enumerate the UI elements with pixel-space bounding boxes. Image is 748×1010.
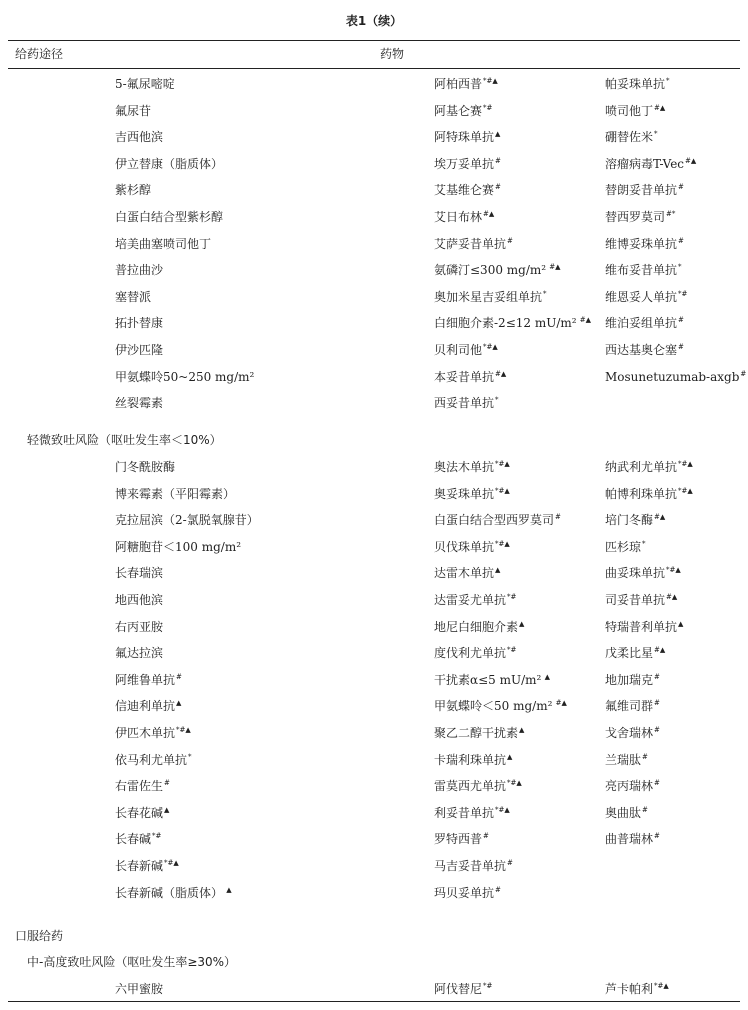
drug-name: 阿特珠单抗 <box>434 130 495 145</box>
drug-footnote-marker: * <box>666 77 670 85</box>
table-cell-c1 <box>115 156 224 172</box>
table-cell-c3 <box>605 539 646 555</box>
table-cell-c1 <box>115 592 164 608</box>
table-cell-c2 <box>434 236 513 252</box>
drug-name: 甲氨蝶呤＜50 mg/m² <box>434 699 553 714</box>
table-row <box>0 725 748 751</box>
table-cell-c3 <box>605 778 660 794</box>
drug-footnote-marker: *#▲ <box>483 343 498 351</box>
drug-footnote-marker: # <box>507 859 513 867</box>
table-cell-c3 <box>605 209 675 225</box>
table-cell-c2 <box>434 725 524 741</box>
drug-name: 丝裂霉素 <box>115 396 164 411</box>
drug-footnote-marker: ▲ <box>519 726 525 734</box>
drug-footnote-marker: *#▲ <box>507 779 522 788</box>
table-cell-c1 <box>115 645 164 661</box>
drug-footnote-marker: # <box>740 369 747 378</box>
table-row <box>0 672 748 698</box>
table-cell-c3 <box>605 619 683 635</box>
section-oral-mod-high-risk: 中-高度致吐风险（呕吐发生率≥30%） <box>27 955 237 969</box>
drug-name: 艾基维仑赛 <box>434 183 495 198</box>
table-cell-c1 <box>115 858 179 874</box>
drug-footnote-marker: *#▲ <box>678 486 693 495</box>
table-row <box>0 539 748 565</box>
section-minimal-risk: 轻微致吐风险（呕吐发生率＜10%） <box>27 433 222 447</box>
drug-footnote-marker: *#▲ <box>483 77 498 85</box>
drug-name: 甲氨蝶呤50~250 mg/m² <box>115 369 255 384</box>
table-cell-c3 <box>605 459 693 475</box>
table-cell-c1 <box>115 885 232 901</box>
table-cell-c1 <box>115 289 152 305</box>
drug-name: 紫杉醇 <box>115 183 152 198</box>
drug-footnote-marker: #▲ <box>654 103 666 112</box>
table-cell-c1 <box>115 805 169 821</box>
drug-name: 长春新碱（脂质体） <box>115 885 224 900</box>
table-cell-c1 <box>115 619 164 635</box>
table-cell-c2 <box>434 858 513 874</box>
table-cell-c3 <box>605 672 660 688</box>
drug-name: 本妥昔单抗 <box>434 369 495 384</box>
table-cell-c2 <box>434 565 500 581</box>
table-row <box>0 619 748 645</box>
drug-name: 右雷佐生 <box>115 779 164 794</box>
drug-name: 长春碱 <box>115 832 152 847</box>
drug-name: 卡瑞利珠单抗 <box>434 752 507 767</box>
table-cell-c1 <box>115 752 192 768</box>
drug-name: 聚乙二醇干扰素 <box>434 726 519 740</box>
table-row <box>0 981 748 1007</box>
drug-footnote-marker: # <box>642 752 648 761</box>
table-cell-c3 <box>605 395 606 411</box>
table-cell-c3 <box>605 129 658 145</box>
drug-name: 拓扑替康 <box>115 316 164 331</box>
table-cell-c1 <box>115 262 164 278</box>
drug-footnote-marker: #▲ <box>483 210 495 218</box>
drug-name: 司妥昔单抗 <box>605 593 666 607</box>
drug-name: 阿伐替尼 <box>434 982 483 996</box>
table-cell-c2 <box>434 752 512 768</box>
drug-name: 芦卡帕利 <box>605 982 654 996</box>
drug-name: 阿基仑赛 <box>434 103 483 118</box>
table-cell-c1 <box>115 103 152 119</box>
drug-name: 贝利司他 <box>434 343 483 357</box>
table-row <box>0 459 748 485</box>
table-cell-c2 <box>434 459 510 475</box>
drug-name: 阿糖胞苷＜100 mg/m² <box>115 539 242 554</box>
drug-name: 维博妥珠单抗 <box>605 236 678 251</box>
drug-name: 地尼白细胞介素 <box>434 619 519 634</box>
table-cell-c3 <box>605 156 696 172</box>
drug-name: 培门冬酶 <box>605 513 654 528</box>
table-cell-c2 <box>434 262 561 278</box>
table-cell-c2 <box>434 619 524 635</box>
drug-footnote-marker: * <box>188 752 192 761</box>
table-row <box>0 76 748 102</box>
drug-footnote-marker: *#▲ <box>495 539 510 548</box>
drug-footnote-marker: # <box>678 236 684 245</box>
drug-footnote-marker: * <box>495 396 499 405</box>
table-cell-c2 <box>434 592 516 608</box>
table-cell-c2 <box>434 486 510 502</box>
drug-footnote-marker: #▲ <box>685 156 697 165</box>
drug-footnote-marker: *# <box>507 593 517 601</box>
drug-name: 地西他滨 <box>115 593 164 607</box>
table-cell-c1 <box>115 981 164 997</box>
drug-footnote-marker: #▲ <box>666 593 678 601</box>
drug-footnote-marker: ▲ <box>224 885 232 894</box>
table-row <box>0 592 748 618</box>
drug-footnote-marker: # <box>176 672 182 681</box>
table-header-rule <box>8 68 740 69</box>
drug-footnote-marker: ▲ <box>164 805 170 814</box>
table-cell-c2 <box>434 981 492 997</box>
table-row <box>0 778 748 804</box>
table-cell-c1 <box>115 209 224 225</box>
table-row <box>0 512 748 538</box>
drug-footnote-marker: # <box>654 832 660 841</box>
drug-name: 艾日布林 <box>434 210 483 224</box>
drug-footnote-marker: *# <box>483 982 493 990</box>
table-row <box>0 486 748 512</box>
drug-name: 替朗妥昔单抗 <box>605 183 678 198</box>
drug-name: 雷莫西尤单抗 <box>434 779 507 794</box>
drug-footnote-marker: # <box>507 236 513 245</box>
drug-name: 维布妥昔单抗 <box>605 263 678 278</box>
drug-footnote-marker: # <box>495 156 501 165</box>
drug-name: 帕妥珠单抗 <box>605 77 666 91</box>
drug-name: 干扰素α≤5 mU/m² <box>434 672 542 687</box>
drug-footnote-marker: # <box>495 183 501 192</box>
drug-footnote-marker: #▲ <box>654 646 666 655</box>
table-cell-c1 <box>115 342 164 358</box>
table-cell-c1 <box>115 672 182 688</box>
drug-footnote-marker: # <box>654 726 660 734</box>
table-cell-c2 <box>434 156 501 172</box>
table-cell-c1 <box>115 129 164 145</box>
drug-footnote-marker: # <box>678 316 684 325</box>
table-cell-c3 <box>605 512 665 528</box>
drug-name: 奥曲肽 <box>605 805 642 820</box>
drug-name: 戈舍瑞林 <box>605 726 654 740</box>
table-cell-c3 <box>605 565 681 581</box>
table-cell-c1 <box>115 486 236 502</box>
table-cell-c2 <box>434 129 500 145</box>
drug-name: 硼替佐米 <box>605 130 654 145</box>
drug-footnote-marker: *# <box>507 646 517 655</box>
drug-name: 阿维鲁单抗 <box>115 672 176 687</box>
drug-footnote-marker: # <box>555 513 561 522</box>
drug-name: 门冬酰胺酶 <box>115 460 176 474</box>
drug-footnote-marker: #▲ <box>495 369 507 378</box>
drug-footnote-marker: # <box>495 885 501 894</box>
table-row <box>0 565 748 591</box>
drug-name: 马吉妥昔单抗 <box>434 859 507 873</box>
drug-name: 地加瑞克 <box>605 672 654 687</box>
table-row <box>0 262 748 288</box>
table-row <box>0 236 748 262</box>
table-bottom-rule <box>8 1001 740 1002</box>
table-row <box>0 209 748 235</box>
table-cell-c2 <box>434 778 522 794</box>
table-row <box>0 645 748 671</box>
table-cell-c3 <box>605 858 606 874</box>
table-cell-c3 <box>605 981 669 997</box>
header-drug: 药物 <box>380 47 405 61</box>
table-cell-c1 <box>115 369 255 385</box>
drug-footnote-marker: *#▲ <box>164 859 179 867</box>
drug-footnote-marker: # <box>654 672 660 681</box>
drug-name: 喷司他丁 <box>605 103 654 118</box>
drug-footnote-marker: *#▲ <box>654 982 669 990</box>
drug-footnote-marker: * <box>642 539 646 548</box>
table-row <box>0 156 748 182</box>
drug-footnote-marker: ▲ <box>495 130 501 139</box>
drug-footnote-marker: # <box>678 343 684 351</box>
drug-name: 亮丙瑞林 <box>605 779 654 794</box>
table-row <box>0 698 748 724</box>
table-row <box>0 752 748 778</box>
table-cell-c1 <box>115 565 164 581</box>
drug-name: 白细胞介素-2≤12 mU/m² <box>434 316 577 331</box>
table-cell-c2 <box>434 885 501 901</box>
table-cell-c1 <box>115 831 161 847</box>
drug-footnote-marker: *# <box>678 289 688 298</box>
table-cell-c2 <box>434 395 499 411</box>
table-row <box>0 129 748 155</box>
table-cell-c3 <box>605 831 660 847</box>
drug-footnote-marker: *#▲ <box>495 486 510 495</box>
drug-name: 特瑞普利单抗 <box>605 619 678 634</box>
drug-footnote-marker: #▲ <box>553 699 567 708</box>
drug-footnote-marker: # <box>654 779 660 788</box>
drug-name: 氟尿苷 <box>115 103 152 118</box>
drug-name: 维恩妥人单抗 <box>605 289 678 304</box>
drug-name: 兰瑞肽 <box>605 752 642 767</box>
table-row <box>0 342 748 368</box>
drug-name: 达雷妥尤单抗 <box>434 593 507 607</box>
drug-footnote-marker: # <box>642 805 648 814</box>
drug-name: 伊立替康（脂质体） <box>115 156 224 171</box>
table-row <box>0 103 748 129</box>
drug-name: 信迪利单抗 <box>115 699 176 714</box>
drug-name: 氟维司群 <box>605 699 654 714</box>
table-cell-c1 <box>115 395 164 411</box>
drug-name: 右丙亚胺 <box>115 619 164 634</box>
drug-footnote-marker: *#▲ <box>176 726 191 734</box>
table-cell-c3 <box>605 645 665 661</box>
drug-name: 奥妥珠单抗 <box>434 486 495 501</box>
table-title: 表1（续） <box>345 14 403 28</box>
drug-name: 艾萨妥昔单抗 <box>434 236 507 251</box>
drug-name: 长春花碱 <box>115 805 164 820</box>
drug-footnote-marker: ▲ <box>507 752 513 761</box>
table-cell-c1 <box>115 512 260 528</box>
header-route: 给药途径 <box>15 47 64 61</box>
table-cell-c3 <box>605 725 660 741</box>
drug-name: 阿柏西普 <box>434 77 483 91</box>
drug-footnote-marker: ▲ <box>519 619 525 628</box>
drug-name: 达雷木单抗 <box>434 566 495 581</box>
table-cell-c2 <box>434 672 550 688</box>
drug-name: 普拉曲沙 <box>115 263 164 278</box>
drug-name: 曲普瑞林 <box>605 832 654 847</box>
drug-name: 长春新碱 <box>115 859 164 873</box>
drug-name: 戊柔比星 <box>605 646 654 661</box>
table-cell-c1 <box>115 698 181 714</box>
table-cell-c2 <box>434 831 489 847</box>
drug-name: 罗特西普 <box>434 832 483 847</box>
table-header <box>0 45 748 63</box>
table-cell-c2 <box>434 315 591 331</box>
table-cell-c1 <box>115 725 191 741</box>
table-row <box>0 805 748 831</box>
table-row <box>0 182 748 208</box>
table-cell-c3 <box>605 236 684 252</box>
drug-footnote-marker: ▲ <box>495 566 501 575</box>
table-cell-c2 <box>434 698 567 714</box>
table-cell-c1 <box>115 539 242 555</box>
drug-footnote-marker: *#▲ <box>495 460 510 468</box>
drug-name: 氟达拉滨 <box>115 646 164 661</box>
drug-name: 帕博利珠单抗 <box>605 486 678 501</box>
drug-footnote-marker: # <box>678 183 684 192</box>
table-cell-c2 <box>434 645 516 661</box>
drug-name: 伊匹木单抗 <box>115 726 176 740</box>
table-cell-c2 <box>434 342 498 358</box>
table-row <box>0 395 748 421</box>
drug-footnote-marker: * <box>654 130 658 139</box>
drug-footnote-marker: *# <box>152 832 162 841</box>
drug-name: 纳武利尤单抗 <box>605 460 678 474</box>
drug-name: 奥法木单抗 <box>434 460 495 474</box>
drug-name: 培美曲塞喷司他丁 <box>115 236 212 251</box>
drug-name: 塞替派 <box>115 289 152 304</box>
drug-name: 白蛋白结合型紫杉醇 <box>115 210 224 224</box>
table-row <box>0 289 748 315</box>
drug-footnote-marker: #▲ <box>577 316 592 325</box>
drug-name: 伊沙匹隆 <box>115 343 164 357</box>
table-cell-c2 <box>434 369 506 385</box>
table-cell-c1 <box>115 236 212 252</box>
table-row <box>0 858 748 884</box>
drug-name: 利妥昔单抗 <box>434 805 495 820</box>
drug-name: 长春瑞滨 <box>115 566 164 581</box>
table-cell-c2 <box>434 103 492 119</box>
table-cell-c3 <box>605 315 684 331</box>
drug-footnote-marker: ▲ <box>176 699 182 708</box>
drug-footnote-marker: *#▲ <box>666 566 681 575</box>
table-cell-c2 <box>434 182 501 198</box>
table-cell-c3 <box>605 182 684 198</box>
table-cell-c3 <box>605 369 746 385</box>
table-cell-c1 <box>115 778 170 794</box>
drug-name: 氨磷汀≤300 mg/m² <box>434 263 547 278</box>
drug-footnote-marker: ▲ <box>678 619 684 628</box>
drug-footnote-marker: #* <box>666 210 676 218</box>
drug-name: 白蛋白结合型西罗莫司 <box>434 513 555 528</box>
table-cell-c3 <box>605 76 670 92</box>
drug-name: 西妥昔单抗 <box>434 396 495 411</box>
table-row <box>0 315 748 341</box>
drug-name: 维泊妥组单抗 <box>605 316 678 331</box>
drug-footnote-marker: #▲ <box>547 263 561 272</box>
table-cell-c1 <box>115 315 164 331</box>
drug-name: 依马利尤单抗 <box>115 752 188 767</box>
table-cell-c2 <box>434 512 561 528</box>
drug-name: 溶瘤病毒T-Vec <box>605 156 685 171</box>
table-row <box>0 369 748 395</box>
drug-name: 玛贝妥单抗 <box>434 885 495 900</box>
drug-footnote-marker: *#▲ <box>495 805 510 814</box>
drug-name: 贝伐珠单抗 <box>434 539 495 554</box>
table-top-rule <box>8 40 740 41</box>
drug-name: 西达基奥仑塞 <box>605 343 678 357</box>
drug-footnote-marker: #▲ <box>654 513 666 522</box>
table-cell-c3 <box>605 262 682 278</box>
table-cell-c3 <box>605 805 648 821</box>
table-cell-c1 <box>115 76 176 92</box>
table-cell-c2 <box>434 289 547 305</box>
drug-name: 5-氟尿嘧啶 <box>115 77 175 91</box>
table-cell-c3 <box>605 289 687 305</box>
drug-footnote-marker: *# <box>483 103 493 112</box>
drug-footnote-marker: * <box>678 263 682 272</box>
drug-footnote-marker: # <box>483 832 489 841</box>
section-oral: 口服给药 <box>15 929 64 943</box>
table-row <box>0 831 748 857</box>
table-cell-c2 <box>434 805 510 821</box>
drug-name: 六甲蜜胺 <box>115 982 164 996</box>
drug-name: 埃万妥单抗 <box>434 156 495 171</box>
table-cell-c1 <box>115 459 176 475</box>
drug-footnote-marker: # <box>654 699 660 708</box>
drug-name: 替西罗莫司 <box>605 210 666 224</box>
drug-name: 匹杉琼 <box>605 539 642 554</box>
drug-footnote-marker: * <box>543 289 547 298</box>
drug-name: 奥加米星吉妥组单抗 <box>434 289 543 304</box>
table-cell-c3 <box>605 752 648 768</box>
table-cell-c2 <box>434 539 510 555</box>
table-cell-c2 <box>434 76 498 92</box>
table-cell-c2 <box>434 209 494 225</box>
drug-name: 吉西他滨 <box>115 130 164 145</box>
drug-name: Mosunetuzumab-axgb <box>605 369 740 384</box>
table-cell-c3 <box>605 342 684 358</box>
drug-name: 度伐利尤单抗 <box>434 646 507 661</box>
drug-name: 克拉屈滨（2-氯脱氧腺苷） <box>115 513 259 528</box>
drug-footnote-marker: # <box>164 779 170 788</box>
table-cell-c3 <box>605 103 665 119</box>
table-cell-c3 <box>605 885 606 901</box>
drug-footnote-marker: *#▲ <box>678 460 693 468</box>
table-row <box>0 885 748 911</box>
table-cell-c3 <box>605 592 677 608</box>
drug-footnote-marker: ▲ <box>542 672 550 681</box>
drug-name: 博来霉素（平阳霉素） <box>115 486 236 501</box>
drug-name: 曲妥珠单抗 <box>605 566 666 581</box>
table-cell-c1 <box>115 182 152 198</box>
table-cell-c3 <box>605 486 693 502</box>
table-cell-c3 <box>605 698 660 714</box>
